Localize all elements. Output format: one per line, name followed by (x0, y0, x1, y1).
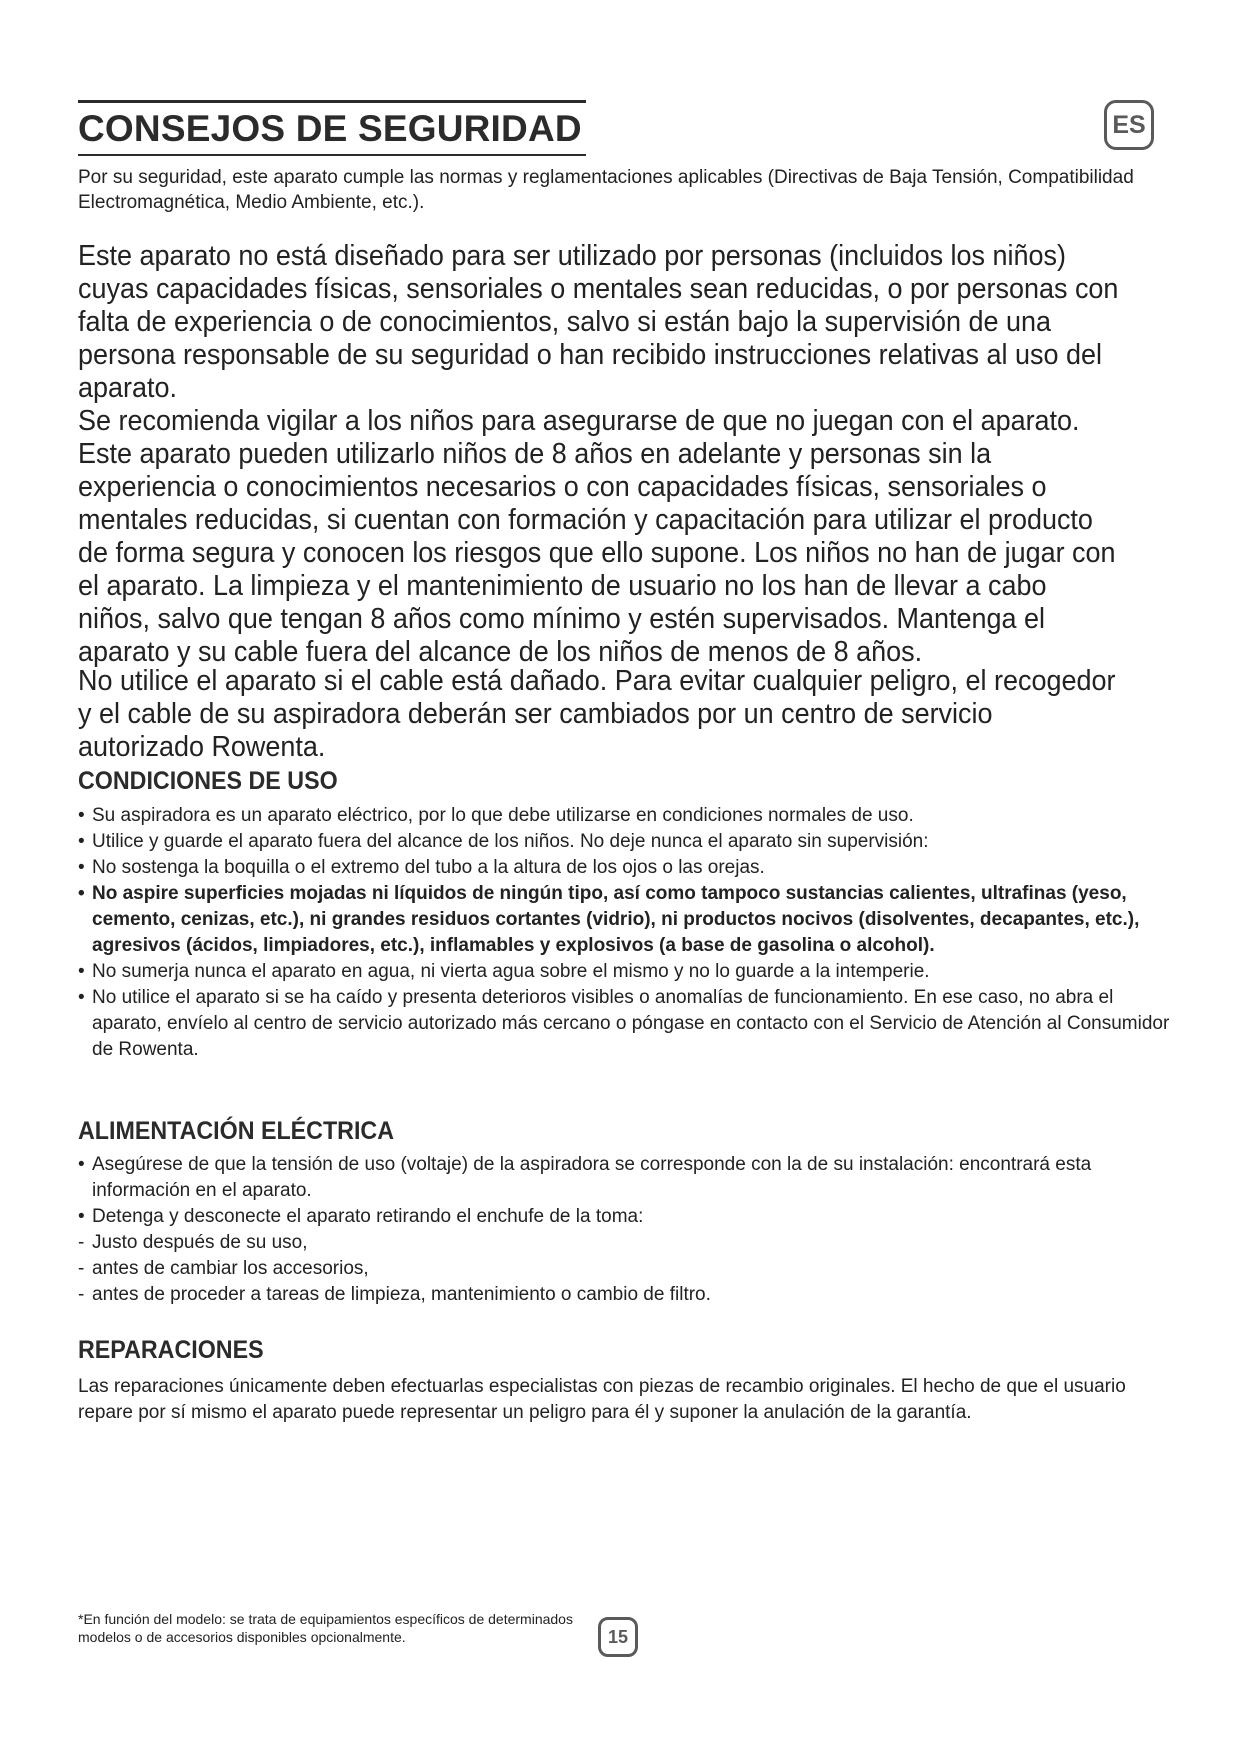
list-item-bold: • No aspire superficies mojadas ni líquidos de ningún tipo, así como tampoco sustancias calientes, ultrafinas (yeso, cemento, cenizas, etc.), ni grandes residuos cortantes (vidrio), ni productos nocivos (disolventes, decapantes, etc.), agresivos (ácidos, limpiadores, etc.), inflamables y explosivos (a base de gasolina o alcohol). (78, 881, 1178, 959)
page-number-badge: 15 (598, 1617, 638, 1657)
list-item: • No sostenga la boquilla o el extremo del tubo a la altura de los ojos o las orejas. (78, 855, 1178, 881)
list-item: • No utilice el aparato si se ha caído y presenta deterioros visibles o anomalías de funcionamiento. En ese caso, no abra el aparato, envíelo al centro de servicio autorizado más cercano o póngase en contacto con el Servicio de Atención al Consumidor de Rowenta. (78, 985, 1178, 1063)
language-badge: ES (1104, 100, 1154, 150)
warnings-block (78, 240, 1124, 669)
warning-paragraph-3: Este aparato pueden utilizarlo niños de 8 años en adelante y personas sin la experiencia o conocimientos necesarios o con capacidades físicas, sensoriales o mentales reducidas, si cuentan con formación y capacitación para utilizar el producto de forma segura y conocen los riesgos que ello supone. Los niños no han de jugar con el aparato. La limpieza y el mantenimiento de usuario no los han de llevar a cabo niños, salvo que tengan 8 años como mínimo y estén supervisados. Mantenga el aparato y su cable fuera del alcance de los niños de menos de 8 años. (78, 438, 1116, 668)
intro-text: Por su seguridad, este aparato cumple las normas y reglamentaciones aplicables (Directivas de Baja Tensión, Compatibilidad Electromagnética, Medio Ambiente, etc.). (78, 167, 1134, 213)
warning-paragraph-2: Se recomienda vigilar a los niños para asegurarse de que no juegan con el aparato. (78, 405, 1080, 437)
warning-paragraph-4: No utilice el aparato si el cable está dañado. Para evitar cualquier peligro, el recogedor y el cable de su aspiradora deberán ser cambiados por un centro de servicio autorizado Rowenta. (78, 665, 1116, 763)
list-item: • Detenga y desconecte el aparato retirando el enchufe de la toma: (78, 1204, 1178, 1230)
list-item: • Utilice y guarde el aparato fuera del alcance de los niños. No deje nunca el aparato sin supervisión: (78, 829, 1178, 855)
power-heading: ALIMENTACIÓN ELÉCTRICA (78, 1117, 395, 1145)
repairs-text: Las reparaciones únicamente deben efectuarlas especialistas con piezas de recambio originales. El hecho de que el usuario repare por sí mismo el aparato puede representar un peligro para él y suponer la anulación de la garantía. (78, 1376, 1126, 1423)
cable-warning-block (78, 665, 1124, 764)
page-title: CONSEJOS DE SEGURIDAD (78, 108, 582, 149)
footnote: *En función del modelo: se trata de equipamientos específicos de determinados modelos o de accesorios disponibles opcionalmente. (78, 1611, 573, 1645)
warning-paragraph-1: Este aparato no está diseñado para ser utilizado por personas (incluidos los niños) cuyas capacidades físicas, sensoriales o mentales sean reducidas, o por personas con falta de experiencia o de conocimientos, salvo si están bajo la supervisión de una persona responsable de su seguridad o han recibido instrucciones relativas al uso del aparato. (78, 240, 1119, 404)
conditions-heading: CONDICIONES DE USO (78, 767, 338, 795)
list-item: • Asegúrese de que la tensión de uso (voltaje) de la aspiradora se corresponde con la de su instalación: encontrará esta información en el aparato. (78, 1152, 1178, 1204)
dash-item: - Justo después de su uso, (78, 1230, 1178, 1256)
dash-item: - antes de proceder a tareas de limpieza, mantenimiento o cambio de filtro. (78, 1282, 1178, 1308)
power-list (78, 1152, 1178, 1308)
list-item: • Su aspiradora es un aparato eléctrico, por lo que debe utilizarse en condiciones normales de uso. (78, 803, 1178, 829)
conditions-list (78, 803, 1178, 1063)
repairs-heading: REPARACIONES (78, 1336, 264, 1364)
list-item: • No sumerja nunca el aparato en agua, ni vierta agua sobre el mismo y no lo guarde a la intemperie. (78, 959, 1178, 985)
dash-item: - antes de cambiar los accesorios, (78, 1256, 1178, 1282)
